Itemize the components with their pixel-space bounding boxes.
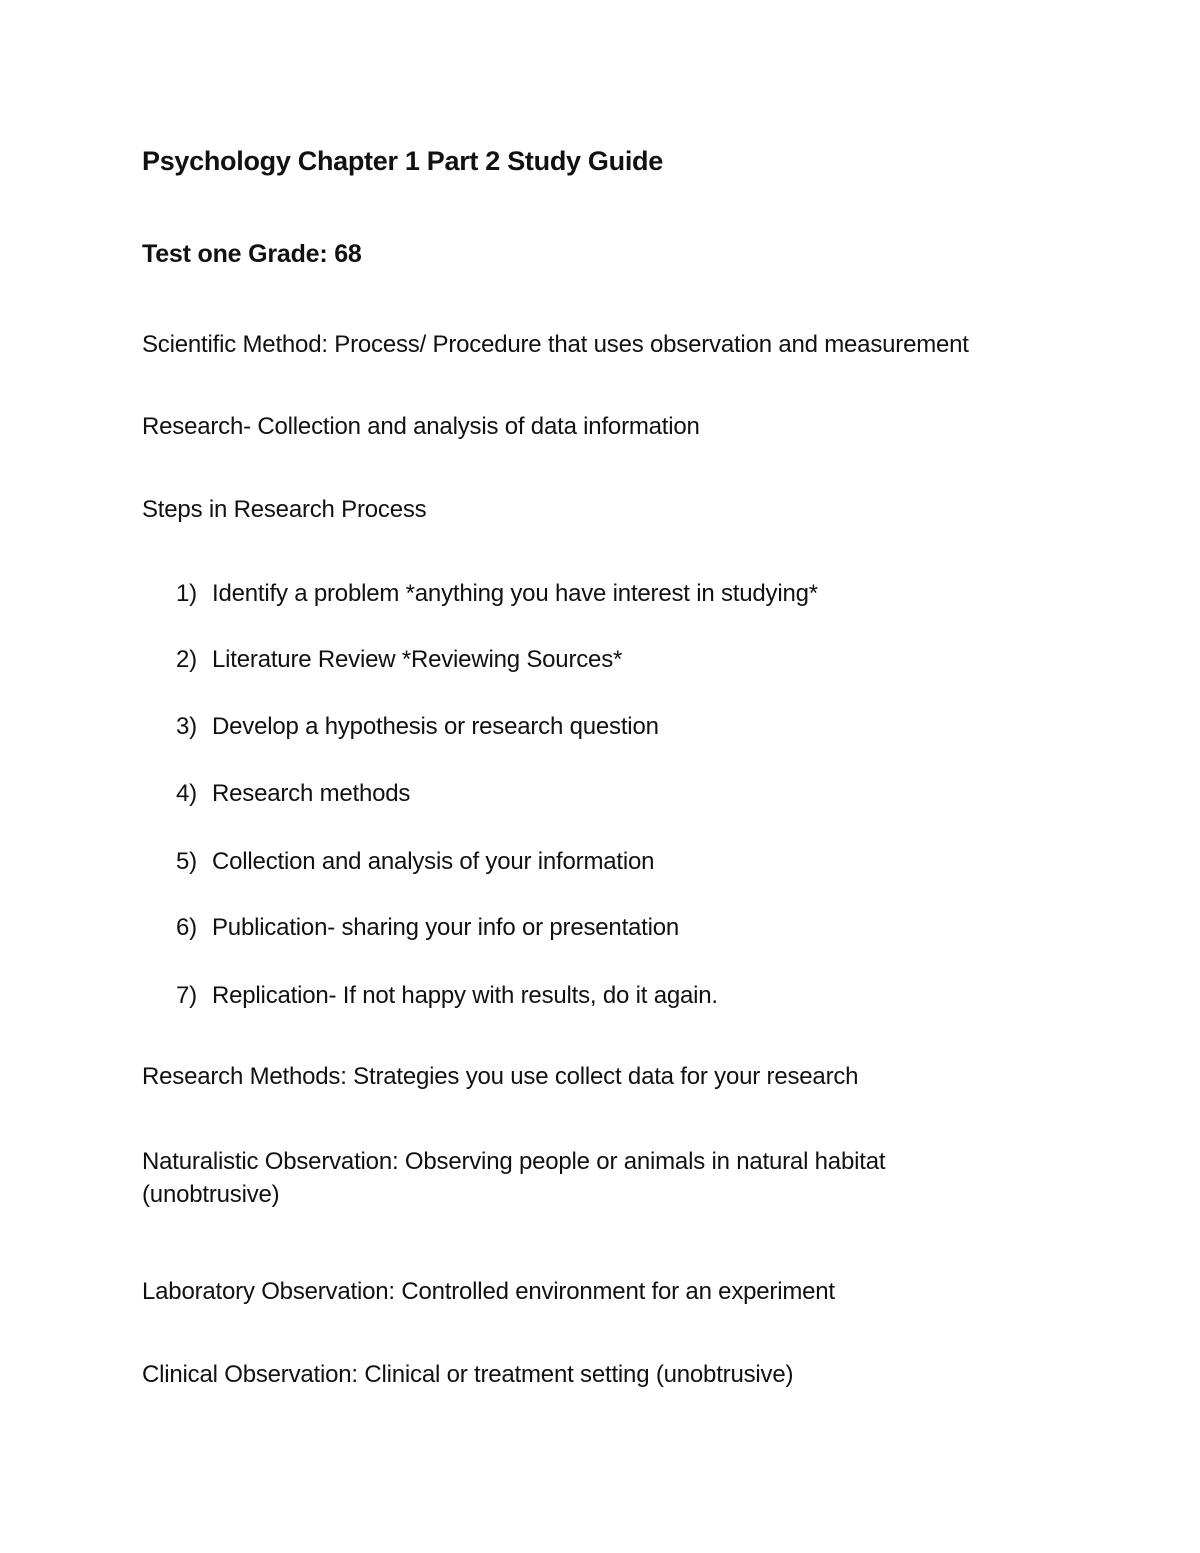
list-item-number: 5)	[176, 848, 197, 875]
list-item-number: 6)	[176, 914, 197, 941]
list-item-number: 4)	[176, 780, 197, 807]
list-item	[176, 712, 659, 742]
list-item-text: Publication- sharing your info or presentation	[212, 914, 680, 941]
naturalistic-observation-definition: Naturalistic Observation: Observing people or animals in natural habitat (unobtrusive)	[142, 1148, 886, 1208]
list-item	[176, 579, 818, 609]
list-item-number: 1)	[176, 580, 197, 607]
list-item-text: Develop a hypothesis or research question	[212, 713, 659, 740]
test-grade: Test one Grade: 68	[142, 240, 362, 268]
list-item-text: Research methods	[212, 780, 411, 807]
steps-heading: Steps in Research Process	[142, 496, 427, 523]
page-title: Psychology Chapter 1 Part 2 Study Guide	[142, 146, 663, 176]
research-methods-definition: Research Methods: Strategies you use collect data for your research	[142, 1063, 859, 1090]
list-item-number: 7)	[176, 982, 197, 1009]
list-item	[176, 981, 718, 1011]
list-item-text: Literature Review *Reviewing Sources*	[212, 646, 623, 673]
list-item	[176, 645, 622, 675]
list-item-number: 3)	[176, 713, 197, 740]
list-item	[176, 847, 654, 877]
scientific-method-definition: Scientific Method: Process/ Procedure that uses observation and measurement	[142, 331, 969, 358]
list-item-text: Replication- If not happy with results, do it again.	[212, 982, 718, 1009]
research-definition: Research- Collection and analysis of data information	[142, 413, 700, 440]
clinical-observation-definition: Clinical Observation: Clinical or treatment setting (unobtrusive)	[142, 1361, 794, 1388]
list-item	[176, 913, 679, 943]
list-item-number: 2)	[176, 646, 197, 673]
list-item	[176, 779, 410, 809]
laboratory-observation-definition: Laboratory Observation: Controlled environment for an experiment	[142, 1278, 835, 1305]
list-item-text: Identify a problem *anything you have interest in studying*	[212, 580, 818, 607]
list-item-text: Collection and analysis of your information	[212, 848, 655, 875]
